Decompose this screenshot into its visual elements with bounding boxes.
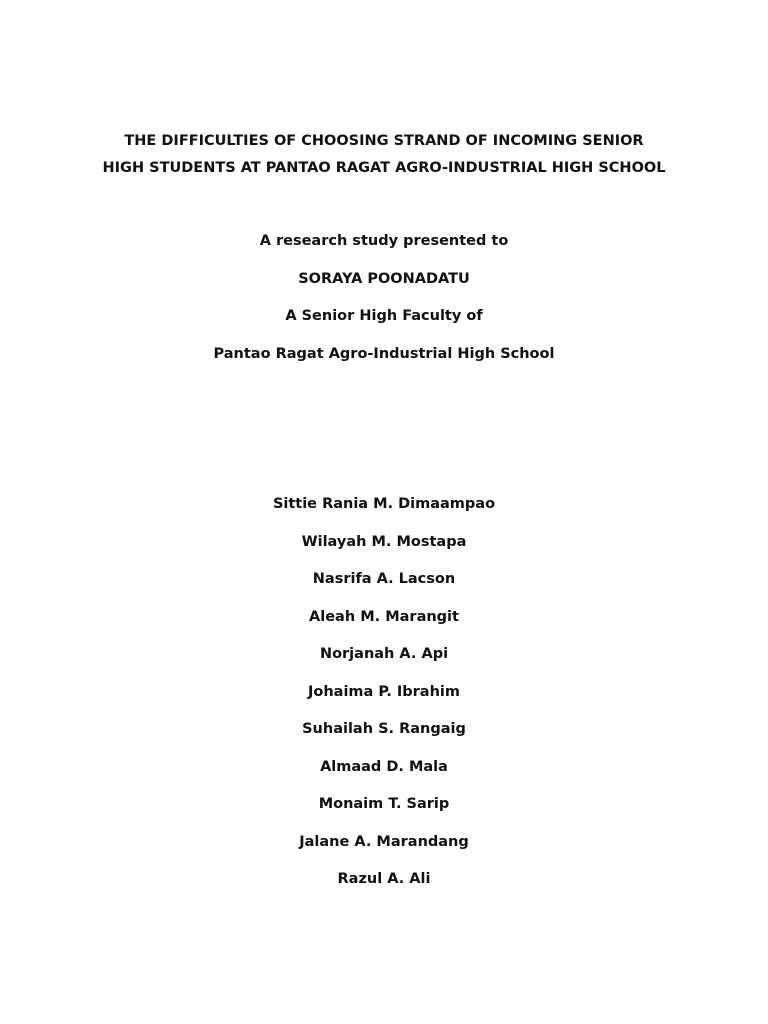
author-name: Wilayah M. Mostapa	[301, 533, 467, 550]
title-line-2: HIGH STUDENTS AT PANTAO RAGAT AGRO-INDUSTRIAL HIGH SCHOOL	[102, 160, 666, 176]
school-name: Pantao Ragat Agro-Industrial High School	[213, 345, 555, 362]
presentation-section	[0, 229, 768, 379]
author-name: Suhailah S. Rangaig	[302, 721, 466, 737]
author-name: Sittie Rania M. Dimaampao	[272, 496, 496, 512]
adviser-name: SORAYA POONADATU	[298, 270, 470, 287]
adviser-position: A Senior High Faculty of	[285, 308, 483, 324]
author-name: Johaima P. Ibrahim	[307, 683, 460, 700]
presented-to-text: A research study presented to	[259, 233, 509, 249]
author-name: Jalane A. Marandang	[299, 833, 469, 850]
document-title	[0, 128, 768, 182]
title-line-1: THE DIFFICULTIES OF CHOOSING STRAND OF INCOMING SENIOR	[124, 133, 644, 149]
author-list	[0, 492, 768, 905]
author-name: Almaad D. Mala	[320, 758, 448, 775]
author-name: Razul A. Ali	[337, 871, 431, 887]
author-name: Aleah M. Marangit	[309, 608, 459, 625]
author-name: Norjanah A. Api	[319, 646, 449, 662]
author-name: Nasrifa A. Lacson	[312, 571, 456, 587]
author-name: Monaim T. Sarip	[318, 796, 450, 812]
